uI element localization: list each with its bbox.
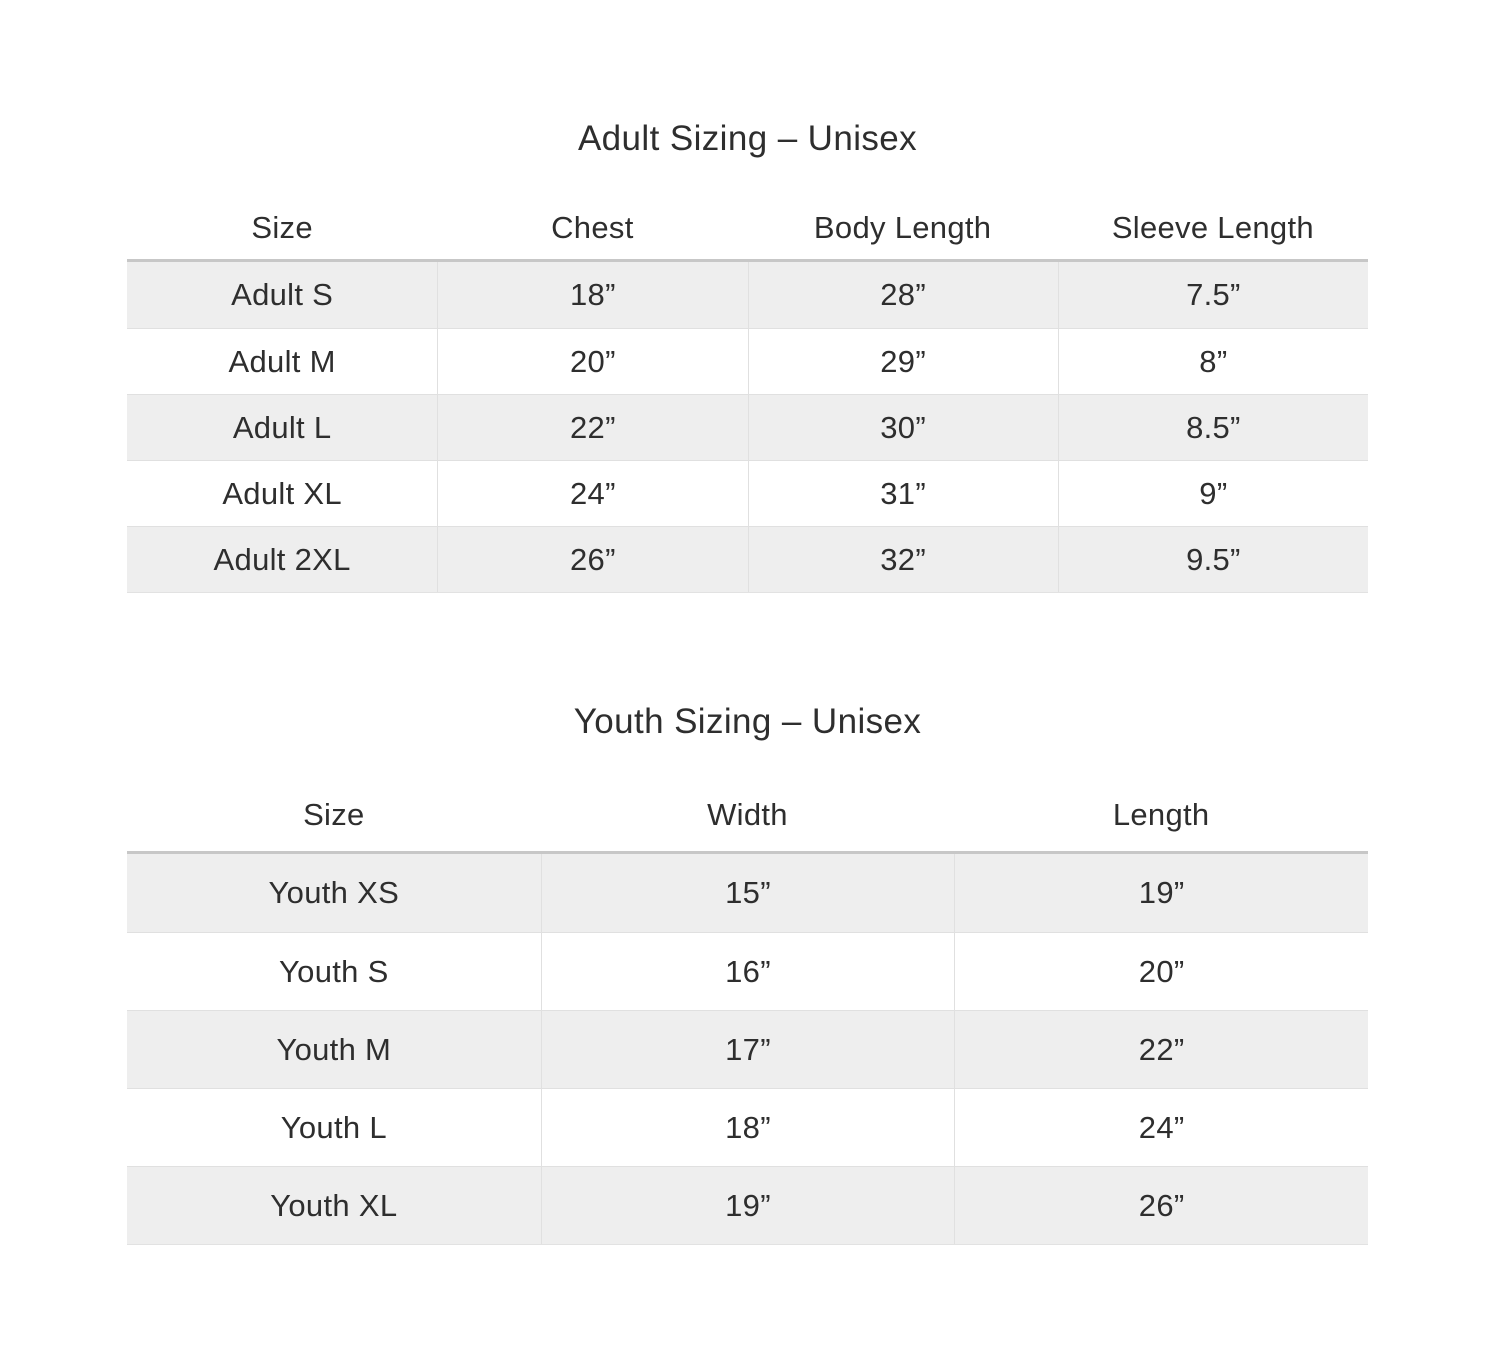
table-cell-width: 18”: [541, 1089, 955, 1166]
adult-column-header-body-length: Body Length: [813, 210, 992, 245]
table-row-adult-l: [127, 394, 1368, 460]
table-row-youth-xl: [127, 1166, 1368, 1244]
table-cell-chest: 26”: [437, 527, 747, 592]
adult-table-header-row: [127, 206, 1368, 250]
adult-sizing-section: [127, 118, 1368, 593]
adult-column-header-chest: Chest: [551, 210, 634, 245]
table-cell-length: 22”: [954, 1011, 1368, 1088]
table-row-adult-2xl: [127, 526, 1368, 592]
table-cell-width: 17”: [541, 1011, 955, 1088]
youth-table-title: Youth Sizing – Unisex: [573, 702, 922, 741]
table-cell-sleeve-length: 9.5”: [1058, 527, 1368, 592]
table-cell-size: Youth M: [276, 1031, 392, 1067]
table-cell-chest: 22”: [437, 395, 747, 460]
table-cell-chest: 24”: [437, 461, 747, 526]
youth-sizing-table: [127, 851, 1368, 1245]
table-cell-chest: 18”: [437, 262, 747, 328]
adult-sizing-table: [127, 259, 1368, 593]
table-cell-size: Adult M: [228, 343, 336, 379]
table-cell-body-length: 28”: [748, 262, 1058, 328]
table-cell-size: Adult XL: [222, 475, 342, 511]
table-row-adult-xl: [127, 460, 1368, 526]
table-row-youth-l: [127, 1088, 1368, 1166]
youth-column-header-width: Width: [707, 797, 788, 832]
table-cell-length: 19”: [954, 854, 1368, 932]
table-cell-width: 15”: [541, 854, 955, 932]
table-cell-body-length: 31”: [748, 461, 1058, 526]
table-cell-sleeve-length: 8”: [1058, 329, 1368, 394]
table-cell-width: 16”: [541, 933, 955, 1010]
adult-column-header-sleeve-length: Sleeve Length: [1111, 210, 1314, 245]
youth-sizing-section: [127, 701, 1368, 1245]
table-cell-sleeve-length: 8.5”: [1058, 395, 1368, 460]
table-row-adult-m: [127, 328, 1368, 394]
table-cell-body-length: 32”: [748, 527, 1058, 592]
youth-column-header-length: Length: [1112, 797, 1210, 832]
table-cell-length: 20”: [954, 933, 1368, 1010]
table-cell-body-length: 30”: [748, 395, 1058, 460]
youth-column-header-size: Size: [303, 797, 365, 832]
table-cell-size: Adult L: [232, 409, 332, 445]
table-cell-size: Youth XS: [268, 875, 400, 910]
table-cell-length: 24”: [954, 1089, 1368, 1166]
table-cell-size: Youth S: [279, 953, 389, 989]
youth-table-header-row: [127, 793, 1368, 837]
table-row-youth-s: [127, 932, 1368, 1010]
table-row-adult-s: [127, 262, 1368, 328]
table-cell-size: Youth L: [280, 1109, 387, 1145]
table-cell-chest: 20”: [437, 329, 747, 394]
table-cell-width: 19”: [541, 1167, 955, 1244]
table-cell-size: Youth XL: [270, 1187, 398, 1223]
table-cell-length: 26”: [954, 1167, 1368, 1244]
adult-table-title: Adult Sizing – Unisex: [577, 119, 918, 158]
table-cell-sleeve-length: 7.5”: [1058, 262, 1368, 328]
table-row-youth-xs: [127, 854, 1368, 932]
table-row-youth-m: [127, 1010, 1368, 1088]
adult-column-header-size: Size: [251, 210, 313, 245]
table-cell-size: Adult 2XL: [213, 541, 351, 577]
table-cell-sleeve-length: 9”: [1058, 461, 1368, 526]
table-cell-size: Adult S: [231, 277, 334, 312]
table-cell-body-length: 29”: [748, 329, 1058, 394]
